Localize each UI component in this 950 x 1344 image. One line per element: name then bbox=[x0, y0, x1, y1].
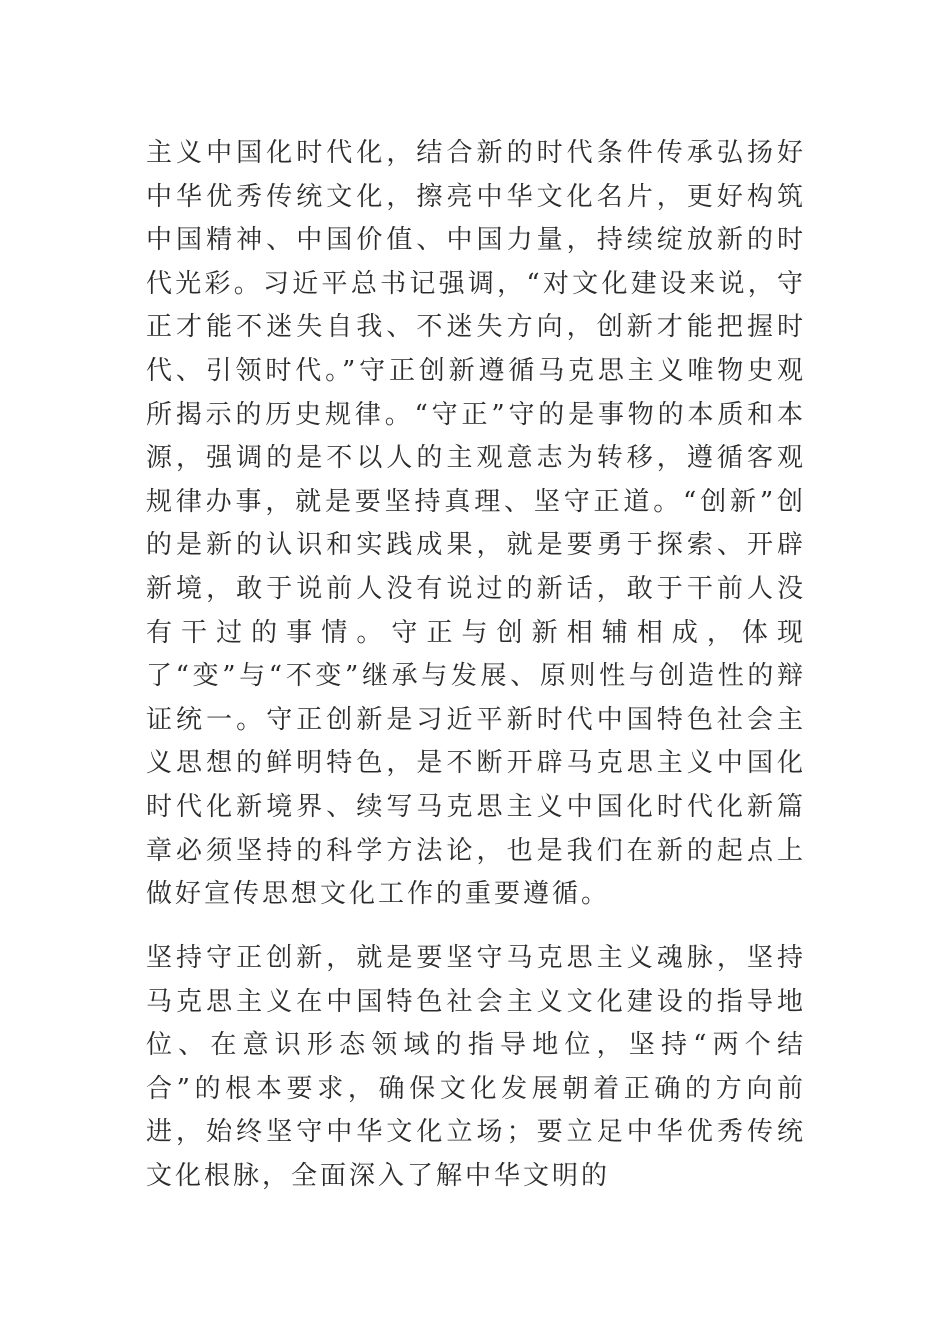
body-paragraph-2: 坚持守正创新，就是要坚守马克思主义魂脉，坚持马克思主义在中国特色社会主义文化建设的指导地位、在意识形态领域的指导地位，坚持“两个结合”的根本要求，确保文化发展朝着正确的方向前进，始终坚守中华文化立场；要立足中华优秀传统文化根脉，全面深入了解中华文明的 bbox=[146, 943, 806, 1191]
body-paragraph-1: 主义中国化时代化，结合新的时代条件传承弘扬好中华优秀传统文化，擦亮中华文化名片，更好构筑中国精神、中国价值、中国力量，持续绽放新的时代光彩。习近平总书记强调，“对文化建设来说，守正才能不迷失自我、不迷失方向，创新才能把握时代、引领时代。”守正创新遵循马克思主义唯物史观所揭示的历史规律。“守正”守的是事物的本质和本源，强调的是不以人的主观意志为转移，遵循客观规律办事，就是要坚持真理、坚守正道。“创新”创的是新的认识和实践成果，就是要勇于探索、开辟新境，敢于说前人没有说过的新话，敢于干前人没有干过的事情。守正与创新相辅相成，体现了“变”与“不变”继承与发展、原则性与创造性的辩证统一。守正创新是习近平新时代中国特色社会主义思想的鲜明特色，是不断开辟马克思主义中国化时代化新境界、续写马克思主义中国化时代化新篇章必须坚持的科学方法论，也是我们在新的起点上做好宣传思想文化工作的重要遵循。 bbox=[146, 138, 806, 910]
